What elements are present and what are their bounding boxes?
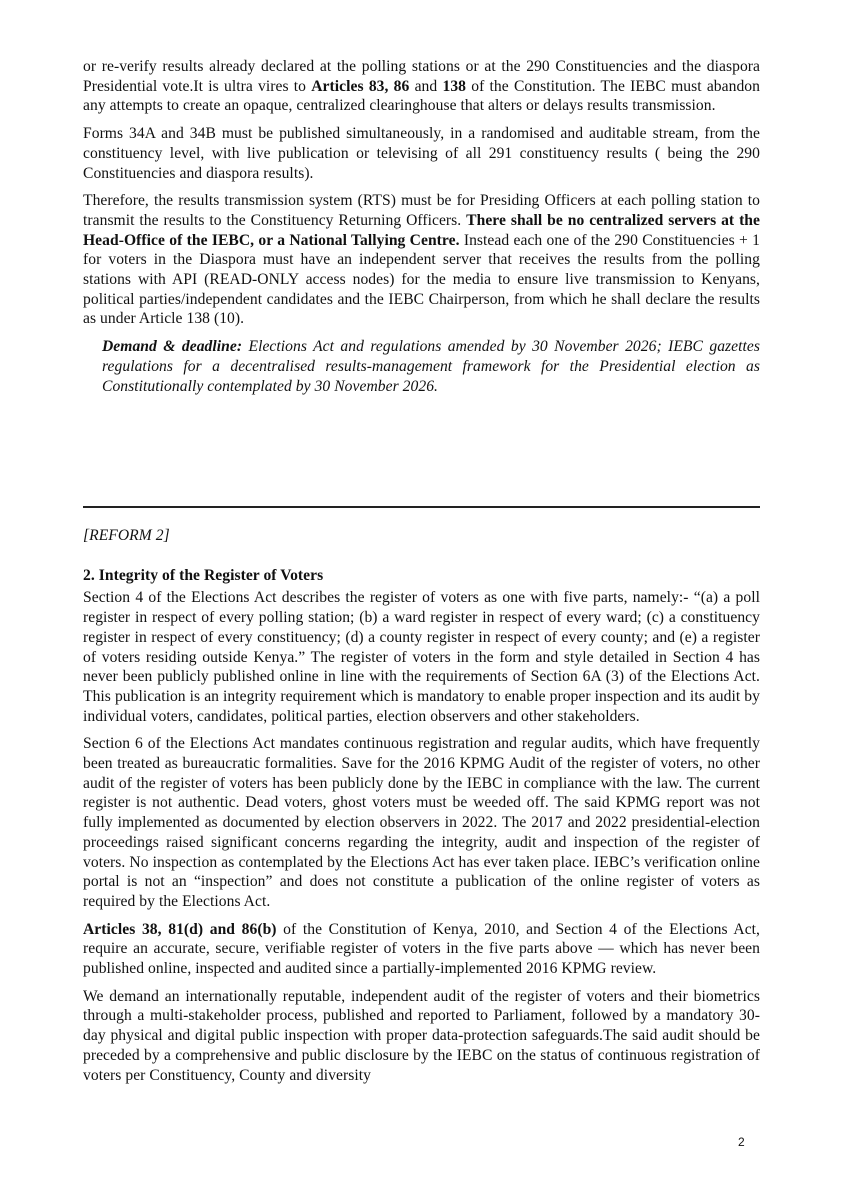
section-heading: 2. Integrity of the Register of Voters	[83, 566, 324, 584]
page-number: 2	[738, 1135, 745, 1149]
articles-reference: Articles 38, 81(d) and 86(b)	[83, 920, 277, 938]
demand-label: Demand & deadline:	[102, 338, 243, 356]
paragraph-results-verification: or re-verify results already declared at the polling stations or at the 290 Constituencies and the diaspora Presidential vote.It is ultra vires to Articles 83, 86 and 138 of the Constitution. The IEBC must abandon any attempts to create an opaque, centralized clearinghouse that alters or delays results transmission.	[83, 58, 760, 115]
paragraph-continuous-registration: Section 6 of the Elections Act mandates continuous registration and regular audits, which have frequently been treated as bureaucratic formalities. Save for the 2016 KPMG Audit of the register of voters, no other audit of the register of voters has been publicly done by the IEBC in compliance with the law. The current register is not authentic. Dead voters, ghost voters must be weeded off. The said KPMG report was not fully implemented as documented by election observers in 2022. The 2017 and 2022 presidential-election proceedings raised significant concerns regarding the integrity, audit and inspection of the register of voters. No inspection as contemplated by the Elections Act has ever taken place. IEBC’s verification online portal is not an “inspection” and does not constitute a publication of the online register of voters as required by the Elections Act.	[83, 735, 760, 910]
paragraph-constitutional-articles: Articles 38, 81(d) and 86(b) of the Constitution of Kenya, 2010, and Section 4 of the Elections Act, require an accurate, secure, verifiable register of voters in the five parts above — which has never been published online, inspected and audited since a partially-implemented 2016 KPMG review.	[83, 920, 760, 978]
paragraph-register-parts: Section 4 of the Elections Act describes the register of voters as one with five parts, namely:- “(a) a poll register in respect of every polling station; (b) a ward register in respect of every ward; (c) a constituency register in respect of every constituency; (d) a county register in respect of every county; and (e) a register of voters residing outside Kenya.” The register of voters in the form and style detailed in Section 4 has never been publicly published online in line with the requirements of Section 6A (3) of the Elections Act. This publication is an integrity requirement which is mandatory to enable proper inspection and its audit by individual voters, candidates, political parties, election observers and other stakeholders.	[83, 589, 760, 725]
emphasis-no-central-servers: There shall be no centralized servers at the Head-Office of the IEBC, or a National Tallying Centre.	[83, 211, 760, 249]
reform-tag: [REFORM 2]	[83, 527, 170, 544]
paragraph-audit-demand: We demand an internationally reputable, independent audit of the register of voters and their biometrics through a multi-stakeholder process, published and reported to Parliament, followed by a mandatory 30-day physical and digital public inspection with proper data-protection safeguards.The said audit should be preceded by a comprehensive and public disclosure by the IEBC on the status of continuous registration of voters per Constituency, County and diversity	[83, 987, 760, 1084]
reform-2-section	[83, 526, 760, 1085]
section-divider	[83, 506, 760, 508]
upper-text-block	[83, 57, 760, 396]
paragraph-results-transmission: Therefore, the results transmission system (RTS) must be for Presiding Officers at each polling station to transmit the results to the Constituency Returning Officers. There shall be no centralized servers at the Head-Office of the IEBC, or a National Tallying Centre. Instead each one of the 290 Constituencies + 1 for voters in the Diaspora must have an independent server that receives the results from the polling stations with API (READ-ONLY access nodes) for the media to ensure live transmission to Kenyans, political parties/independent candidates and the IEBC Chairperson, from which he shall declare the results as under Article 138 (10).	[83, 192, 760, 328]
demand-deadline-note: Demand & deadline: Elections Act and regulations amended by 30 November 2026; IEBC gazettes regulations for a decentralised results-management framework for the Presidential election as Constitutionally contemplated by 30 November 2026.	[102, 338, 760, 395]
paragraph-forms-publication: Forms 34A and 34B must be published simultaneously, in a randomised and auditable stream, from the constituency level, with live publication or televising of all 291 constituency results ( being the 290 Constituencies and diaspora results).	[83, 125, 760, 182]
